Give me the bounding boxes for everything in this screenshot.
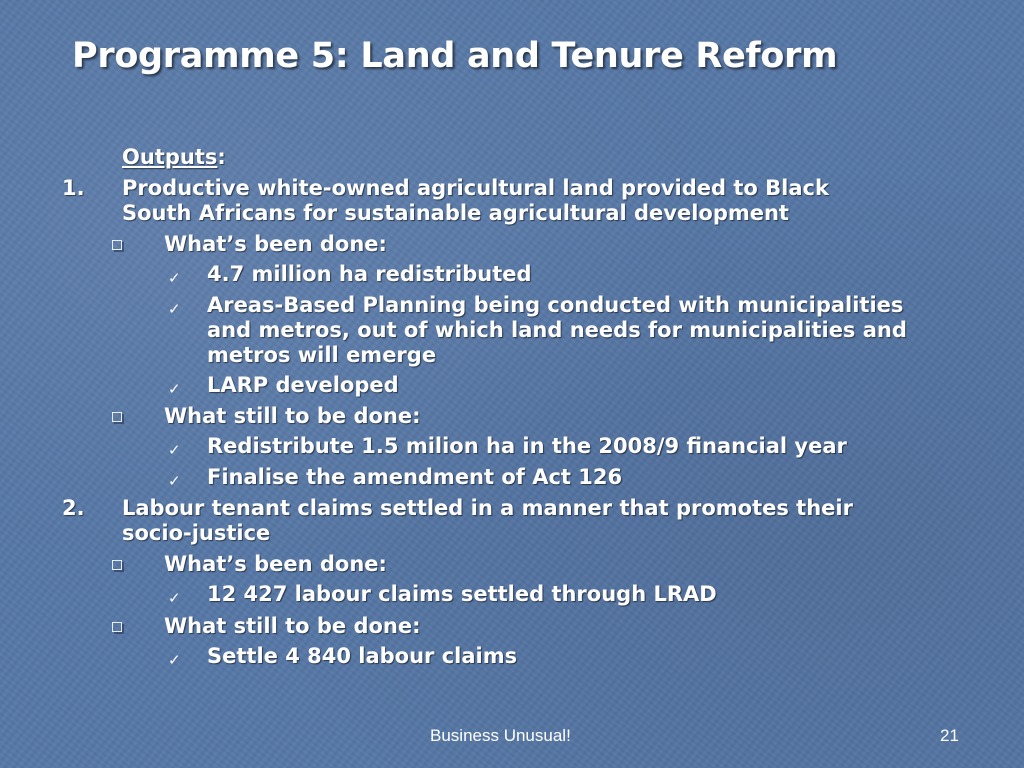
item-1-done-2-line2: and metros, out of which land needs for municipalities and <box>207 318 907 342</box>
checkmark-icon: ✓ <box>168 589 181 607</box>
outputs-colon: : <box>217 145 226 169</box>
square-bullet-icon <box>112 412 122 422</box>
item-1-todo-label: What still to be done: <box>164 404 421 428</box>
item-1-done-2-line1: Areas-Based Planning being conducted with municipalities <box>207 293 904 317</box>
item-2-number: 2. <box>62 496 85 520</box>
item-1-done-2-line3: metros will emerge <box>207 343 437 367</box>
item-2-done-1: 12 427 labour claims settled through LRAD <box>207 582 717 606</box>
item-1-todo-1: Redistribute 1.5 milion ha in the 2008/9 financial year <box>207 434 847 458</box>
item-2-todo-1: Settle 4 840 labour claims <box>207 644 518 668</box>
item-1-done-3: LARP developed <box>207 373 399 397</box>
checkmark-icon: ✓ <box>168 441 181 459</box>
item-2-todo-label: What still to be done: <box>164 614 421 638</box>
item-2-text-line2: socio-justice <box>122 521 271 545</box>
footer-text: Business Unusual! <box>430 726 571 745</box>
item-2-done-label: What’s been done: <box>164 552 387 576</box>
item-1-done-label: What’s been done: <box>164 232 387 256</box>
square-bullet-icon <box>112 240 122 250</box>
outputs-heading <box>122 145 226 170</box>
item-2-text-line1: Labour tenant claims settled in a manner that promotes their <box>122 496 853 520</box>
item-1-todo-2: Finalise the amendment of Act 126 <box>207 465 623 489</box>
checkmark-icon: ✓ <box>168 269 181 287</box>
square-bullet-icon <box>112 560 122 570</box>
item-1-text-line2: South Africans for sustainable agricultural development <box>122 201 789 225</box>
slide-title: Programme 5: Land and Tenure Reform <box>72 36 838 76</box>
checkmark-icon: ✓ <box>168 380 181 398</box>
checkmark-icon: ✓ <box>168 472 181 490</box>
page-number: 21 <box>940 726 959 745</box>
item-1-done-1: 4.7 million ha redistributed <box>207 262 532 286</box>
item-1-text-line1: Productive white-owned agricultural land provided to Black <box>122 176 829 200</box>
outputs-label: Outputs <box>122 145 218 169</box>
item-1-number: 1. <box>62 176 85 200</box>
square-bullet-icon <box>112 622 122 632</box>
checkmark-icon: ✓ <box>168 300 181 318</box>
checkmark-icon: ✓ <box>168 651 181 669</box>
